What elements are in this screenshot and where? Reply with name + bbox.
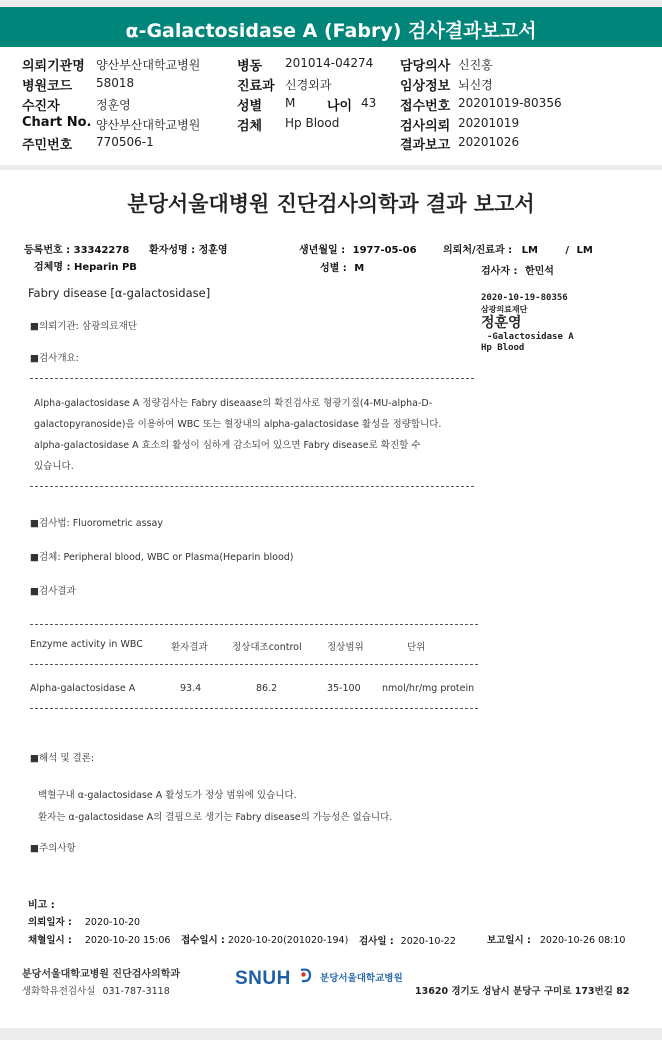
label-patient-name: 환자성명 :	[149, 245, 196, 256]
label-department: 진료과	[237, 79, 275, 94]
label-clinical-info: 임상정보	[400, 79, 451, 94]
value-requesting-institution: 양산부산대학교병원	[96, 58, 201, 72]
label-ward: 병동	[237, 59, 263, 74]
label-sex: 성별	[237, 99, 263, 114]
overview-text	[34, 393, 441, 477]
overview-line: 있습니다.	[34, 461, 74, 472]
value-report-time: 2020-10-26 08:10	[539, 935, 626, 946]
snuh-logo	[235, 968, 403, 992]
table-cell-normal-range: 35-100	[327, 683, 361, 694]
value-test-date: 2020-10-22	[400, 936, 456, 947]
label-patient: 수진자	[22, 99, 60, 114]
label-chart-no: Chart No.	[22, 115, 92, 130]
test-name: Fabry disease [α-galactosidase]	[28, 286, 211, 300]
label-reg-no: 등록번호 :	[24, 245, 71, 256]
specimen-label-patient: 정훈영	[481, 315, 522, 331]
footer-address: 13620 경기도 성남시 분당구 구미로 173번길 82	[415, 986, 630, 997]
label-result-report: 결과보고	[400, 138, 451, 153]
table-cell-patient-result: 93.4	[180, 683, 202, 694]
divider	[30, 486, 474, 487]
value-result-report: 20201026	[458, 135, 520, 149]
divider	[30, 378, 474, 379]
value-dob: 1977-05-06	[352, 245, 417, 256]
table-header-enzyme: Enzyme activity in WBC	[30, 639, 143, 650]
label-physician: 담당의사	[400, 59, 451, 74]
divider	[30, 708, 478, 709]
snuh-emblem-icon	[299, 967, 312, 987]
label-hospital-code: 병원코드	[22, 79, 73, 94]
label-receipt-time: 접수일시 :	[181, 935, 225, 946]
table-cell-unit: nmol/hr/mg protein	[382, 683, 475, 694]
value-request-date: 2020-10-20	[84, 917, 141, 928]
test-method: ■검사법: Fluorometric assay	[30, 518, 163, 529]
table-cell-enzyme: Alpha-galactosidase A	[30, 683, 136, 694]
value-department: 신경외과	[285, 78, 332, 92]
snuh-logo-text: SNUH	[235, 968, 291, 989]
label-dob: 생년월일 :	[299, 245, 346, 256]
label-test-request: 검사의뢰	[400, 119, 451, 134]
value-physician: 신진홍	[458, 58, 493, 72]
interpretation-text	[38, 785, 392, 829]
interpretation-heading: ■해석 및 결론:	[30, 753, 95, 764]
header-info-panel	[0, 47, 662, 165]
divider	[30, 664, 478, 665]
value-specimen: Hp Blood	[285, 116, 340, 130]
value-receipt-time: 2020-10-20(201020-194)	[227, 935, 349, 946]
requesting-institution: ■의뢰기관: 삼광의료재단	[30, 321, 137, 332]
value-dept-2: LM	[576, 245, 593, 256]
overview-line: alpha-galactosidase A 효소의 활성이 심하게 감소되어 있으면 Fabry disease로 확진할 수	[34, 440, 421, 451]
value-test-request: 20201019	[458, 116, 520, 130]
label-specimen: 검체	[237, 119, 263, 134]
label-test-date: 검사일 :	[359, 936, 394, 947]
value-hospital-code: 58018	[96, 76, 135, 90]
result-heading: ■검사결과	[30, 586, 76, 597]
snuh-logo-subtext: 분당서울대학교병원	[320, 973, 403, 984]
divider	[30, 624, 478, 625]
value-collection-time: 2020-10-20 15:06	[84, 935, 171, 946]
value-clinical-info: 뇌신경	[458, 78, 493, 92]
table-cell-control: 86.2	[256, 683, 278, 694]
interpretation-line: 환자는 α-galactosidase A의 결핍으로 생기는 Fabry disease의 가능성은 없습니다.	[38, 812, 393, 823]
value-reg-no: 33342278	[73, 245, 130, 256]
table-header-control: 정상대조control	[232, 642, 302, 653]
label-requesting-dept: 의뢰처/진료과 :	[443, 245, 513, 256]
header-bar	[0, 7, 662, 47]
label-accession: 접수번호	[400, 99, 451, 114]
label-specimen-name: 검체명 :	[34, 262, 71, 273]
table-header-normal-range: 정상범위	[327, 642, 364, 653]
value-dept-1: LM	[521, 245, 538, 256]
overview-line: Alpha-galactosidase A 정량검사는 Fabry diseaase의 확진검사로 형광기질(4-MU-alpha-D-	[34, 398, 433, 409]
test-sample: ■검체: Peripheral blood, WBC or Plasma(Heparin blood)	[30, 552, 294, 563]
footer-phone: 031-787-3118	[102, 986, 170, 997]
label-report-time: 보고일시 :	[487, 935, 531, 946]
specimen-label-accession: 2020-10-19-80356	[481, 293, 568, 303]
note-label: 비고 :	[28, 900, 55, 911]
report-header-title: α-Galactosidase A (Fabry) 검사결과보고서	[125, 20, 537, 42]
label-examiner: 검사자 :	[481, 266, 518, 277]
specimen-label	[481, 293, 574, 354]
overview-heading: ■검사개요:	[30, 353, 79, 364]
value-age: 43	[361, 96, 377, 110]
footer-lab: 생화학유전검사실	[22, 986, 96, 997]
table-header-unit: 단위	[407, 642, 426, 653]
value-examiner: 한민석	[524, 266, 554, 277]
label-collection-time: 채혈일시 :	[28, 935, 72, 946]
value-patient: 정훈영	[96, 98, 131, 112]
value-accession: 20201019-80356	[458, 96, 562, 110]
caution-heading: ■주의사항	[30, 843, 76, 854]
value-resident-no: 770506-1	[96, 135, 154, 149]
result-report-page	[0, 170, 662, 1028]
specimen-label-test: -Galactosidase A	[487, 332, 574, 342]
footer-hospital: 분당서울대학교병원 진단검사의학과	[22, 969, 181, 980]
label-report-sex: 성별 :	[320, 263, 347, 274]
dept-separator: /	[565, 245, 570, 256]
value-report-sex: M	[354, 263, 365, 274]
report-title: 분당서울대병원 진단검사의학과 결과 보고서	[127, 192, 535, 216]
value-sex: M	[285, 96, 296, 110]
value-chart-no: 양산부산대학교병원	[96, 118, 201, 132]
overview-line: galactopyranoside)을 이용하여 WBC 또는 혈장내의 alpha-galactosidase 활성을 정량합니다.	[34, 419, 442, 430]
value-specimen-name: Heparin PB	[73, 262, 137, 273]
value-patient-name: 정훈영	[198, 245, 228, 256]
label-requesting-institution: 의뢰기관명	[22, 59, 85, 74]
specimen-label-specimen: Hp Blood	[481, 343, 525, 353]
table-header-patient-result: 환자결과	[171, 642, 208, 653]
interpretation-line: 백혈구내 α-galactosidase A 활성도가 정상 범위에 있습니다.	[38, 790, 297, 801]
label-resident-no: 주민번호	[22, 138, 73, 153]
specimen-label-institution: 삼광의료재단	[481, 305, 528, 314]
value-ward: 201014-04274	[285, 56, 374, 70]
label-age: 나이	[327, 99, 353, 114]
label-request-date: 의뢰일자 :	[28, 917, 72, 928]
